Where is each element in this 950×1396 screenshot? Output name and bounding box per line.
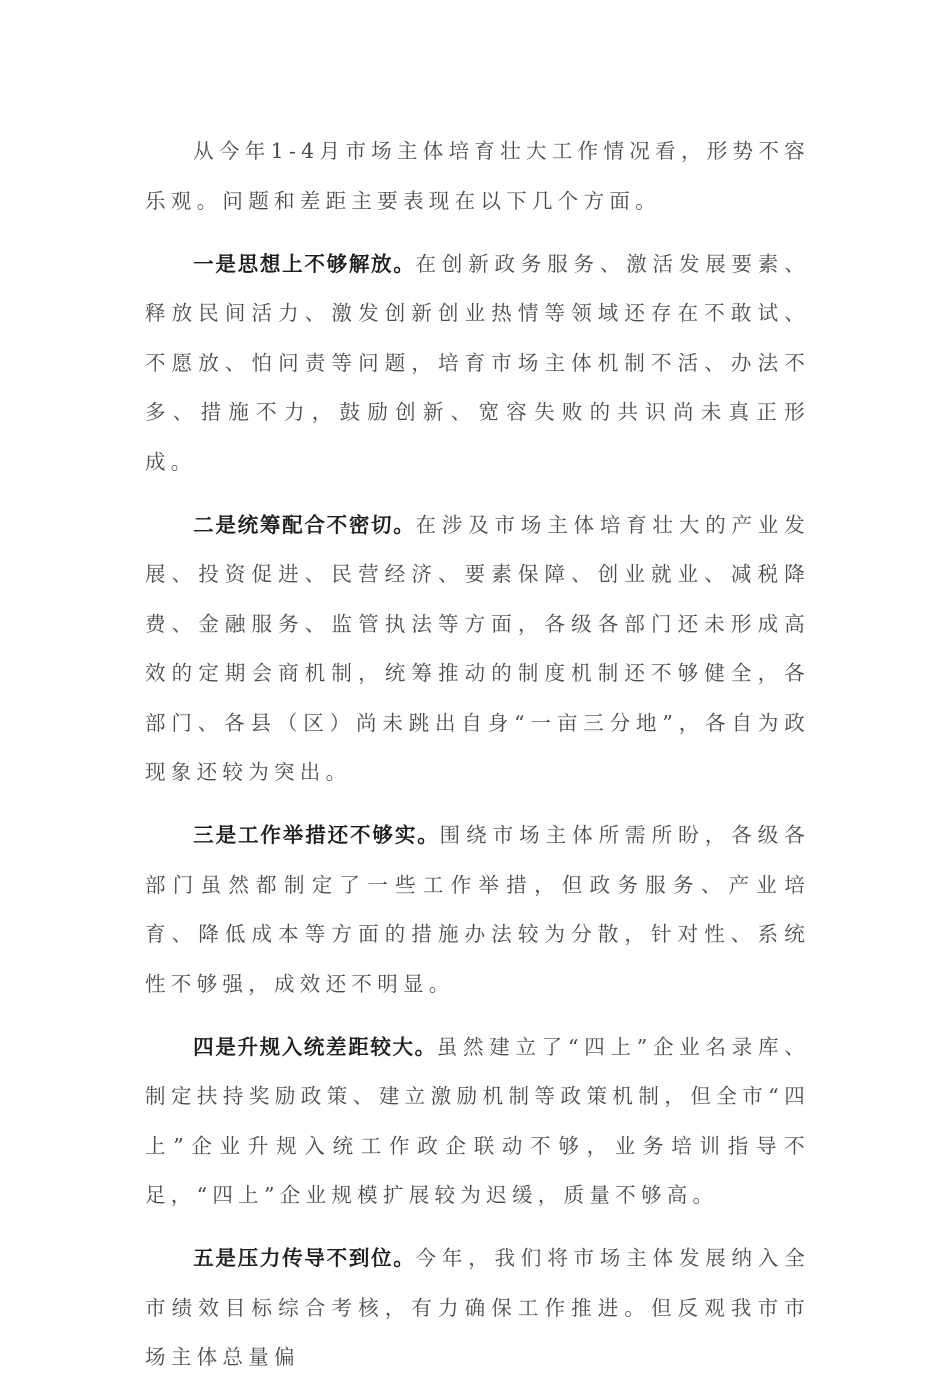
paragraph-intro [145,127,810,226]
paragraph-point-4 [145,1023,810,1221]
paragraph-text: 在创新政务服务、激活发展要素、释放民间活力、激发创新创业热情等领域还存在不敢试、不愿放、怕问责等问题，培育市场主体机制不活、办法不多、措施不力，鼓励创新、宽容失败的共识尚未真正形成。 [145,251,811,474]
paragraph-text: 从今年1-4月市场主体培育壮大工作情况看，形势不容乐观。问题和差距主要表现在以下几个方面。 [145,139,810,213]
paragraph-point-5 [145,1234,810,1383]
paragraph-text: 虽然建立了“四上”企业名录库、制定扶持奖励政策、建立激励机制等政策机制，但全市“四上”企业升规入统工作政企联动不够，业务培训指导不足，“四上”企业规模扩展较为迟缓，质量不够高。 [145,1034,810,1207]
document-page [145,127,810,1396]
paragraph-lead: 五是压力传导不到位。 [193,1246,416,1270]
paragraph-text: 在涉及市场主体培育壮大的产业发展、投资促进、民营经济、要素保障、创业就业、减税降费、金融服务、监管执法等方面，各级各部门还未形成高效的定期会商机制，统筹推动的制度机制还不够健全，各部门、各县（区）尚未跳出自身“一亩三分地”，各自为政现象还较为突出。 [145,512,811,784]
paragraph-point-1 [145,240,810,488]
paragraph-text: 今年，我们将市场主体发展纳入全市绩效目标综合考核，有力确保工作推进。但反观我市市场主体总量偏 [145,1246,811,1369]
paragraph-lead: 一是思想上不够解放。 [193,251,416,276]
paragraph-lead: 三是工作举措还不够实。 [193,823,440,847]
paragraph-text: 围绕市场主体所需所盼，各级各部门虽然都制定了一些工作举措，但政务服务、产业培育、降低成本等方面的措施办法较为分散，针对性、系统性不够强，成效还不明显。 [145,823,811,996]
paragraph-point-2 [145,501,810,798]
paragraph-point-3 [145,811,810,1009]
paragraph-lead: 四是升规入统差距较大。 [193,1034,437,1059]
paragraph-lead: 二是统筹配合不密切。 [193,512,416,537]
